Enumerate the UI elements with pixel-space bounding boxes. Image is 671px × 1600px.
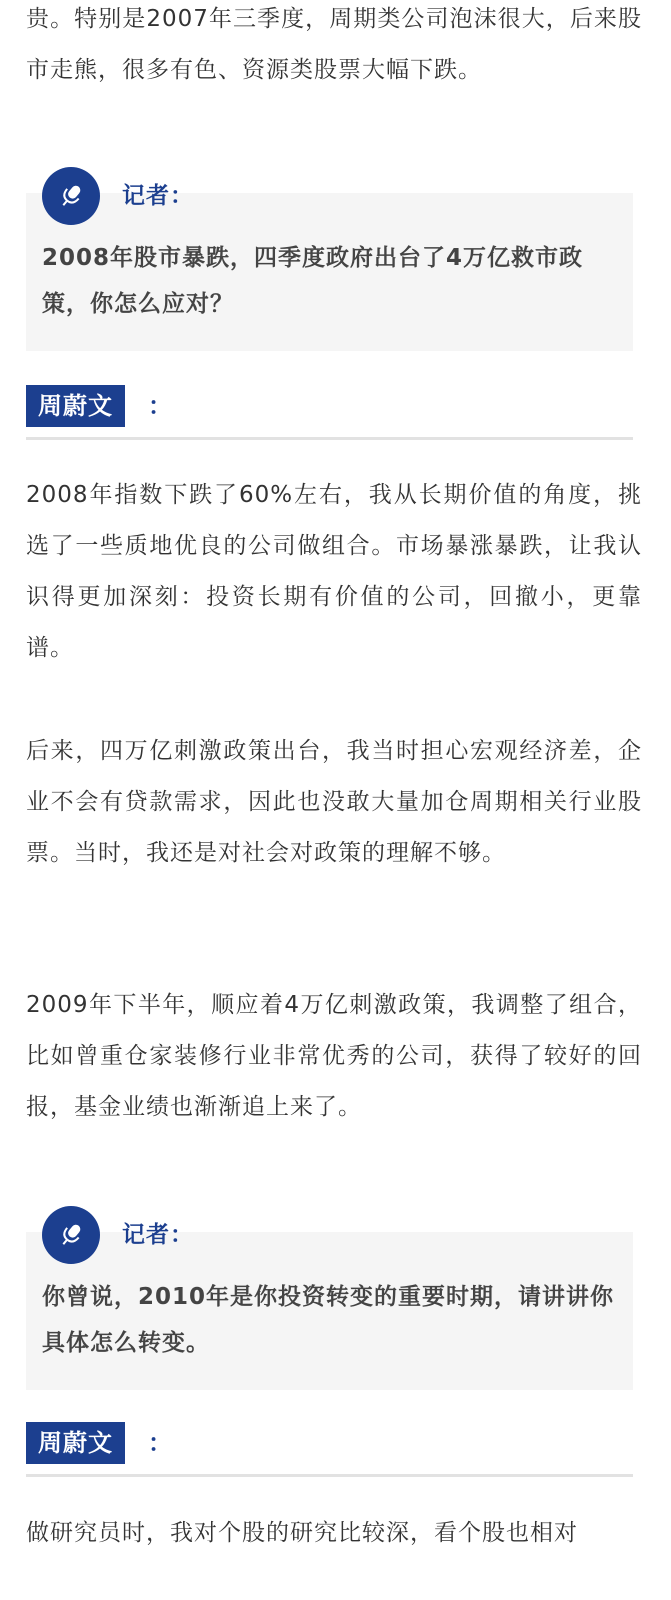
question-text: 你曾说，2010年是你投资转变的重要时期，请讲讲你具体怎么转变。 xyxy=(42,1284,615,1356)
question-text: 2008年股市暴跌，四季度政府出台了4万亿救市政策，你怎么应对？ xyxy=(42,245,584,317)
speaker-name-tag: 周蔚文 xyxy=(26,385,125,427)
divider xyxy=(26,437,633,440)
speaker-colon: ： xyxy=(148,392,172,420)
speaker-header xyxy=(26,1422,633,1478)
reporter-label: 记者： xyxy=(122,183,194,209)
reporter-question-box xyxy=(26,183,633,351)
speaker-header xyxy=(26,385,633,441)
article-paragraph: 2009年下半年，顺应着4万亿刺激政策，我调整了组合，比如曾重仓家装修行业非常优秀的公司，获得了较好的回报，基金业绩也渐渐追上来了。 xyxy=(26,992,642,1120)
article-paragraph: 2008年指数下跌了60%左右，我从长期价值的角度，挑选了一些质地优良的公司做组合。市场暴涨暴跌，让我认识得更加深刻：投资长期有价值的公司，回撤小，更靠谱。 xyxy=(26,482,642,661)
article-paragraph: 后来，四万亿刺激政策出台，我当时担心宏观经济差，企业不会有贷款需求，因此也没敢大量加仓周期相关行业股票。当时，我还是对社会对政策的理解不够。 xyxy=(26,738,642,866)
microphone-icon xyxy=(42,1206,100,1264)
reporter-question-box xyxy=(26,1222,633,1390)
speaker-name-tag: 周蔚文 xyxy=(26,1422,125,1464)
article-paragraph: 贵。特别是2007年三季度，周期类公司泡沫很大，后来股市走熊，很多有色、资源类股票大幅下跌。 xyxy=(26,6,642,83)
divider xyxy=(26,1474,633,1477)
reporter-label: 记者： xyxy=(122,1222,194,1248)
microphone-icon xyxy=(42,167,100,225)
article-paragraph: 做研究员时，我对个股的研究比较深，看个股也相对 xyxy=(26,1520,578,1546)
speaker-colon: ： xyxy=(148,1429,172,1457)
